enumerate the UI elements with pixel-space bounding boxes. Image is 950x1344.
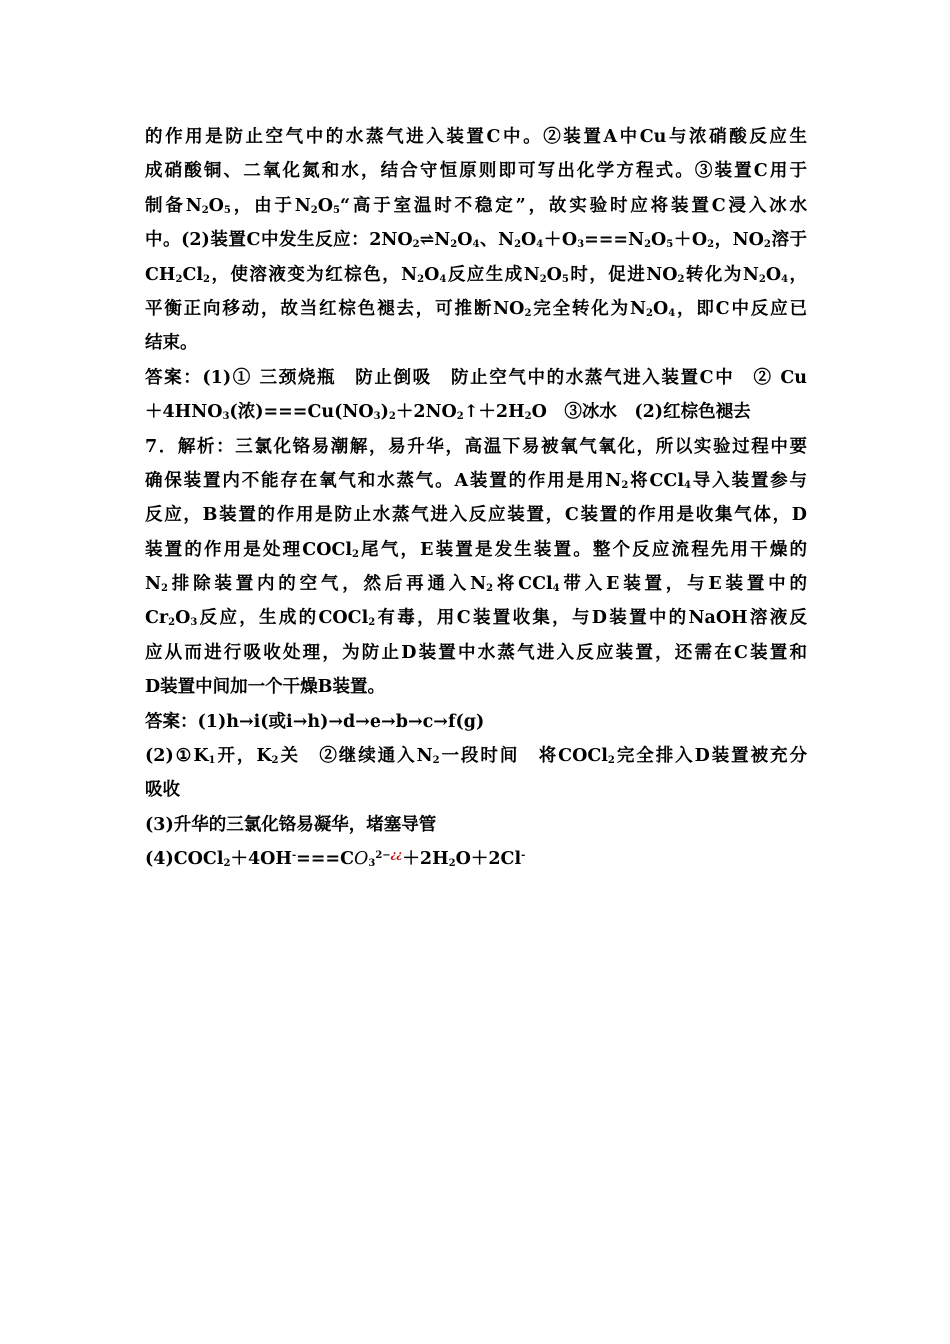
subscript: 2 bbox=[175, 273, 183, 285]
text-run: (4)COCl bbox=[145, 849, 224, 870]
subscript: 4 bbox=[552, 583, 560, 595]
text-run: 应从而进行吸收处理，为防止D装置中水蒸气进入反应装置，还需在C装置和 bbox=[145, 642, 807, 663]
subscript: 4 bbox=[439, 273, 447, 285]
subscript: 4 bbox=[683, 479, 691, 491]
text-line bbox=[145, 567, 807, 601]
text-line bbox=[145, 189, 807, 223]
subscript: 2 bbox=[417, 273, 425, 285]
text-run: N bbox=[145, 574, 161, 595]
subscript: 5 bbox=[333, 204, 340, 216]
subscript: 2 bbox=[758, 273, 766, 285]
text-run: 带入E装置，与E装置中的 bbox=[559, 574, 807, 595]
subscript: 2 bbox=[448, 858, 456, 870]
text-run: 答案：(1)h→i(或i→h)→d→e→b→c→f(g) bbox=[145, 711, 485, 732]
text-run: ＋2NO bbox=[395, 402, 457, 423]
subscript: 2 bbox=[763, 239, 771, 251]
text-line bbox=[145, 430, 807, 464]
text-run: 结束。 bbox=[145, 333, 198, 354]
text-run: 完全转化为N bbox=[531, 298, 646, 319]
text-run: ，由于N bbox=[230, 195, 311, 216]
subscript: 3 bbox=[222, 411, 230, 423]
subscript: 2 bbox=[450, 239, 458, 251]
text-run: O bbox=[546, 264, 562, 285]
text-run: ， bbox=[788, 264, 808, 285]
text-run: 一段时间 将COCl bbox=[439, 746, 608, 767]
text-run: O bbox=[457, 230, 473, 251]
subscript: 2 bbox=[539, 273, 547, 285]
text-run: ＋4HNO bbox=[145, 402, 223, 423]
text-line bbox=[145, 464, 807, 498]
text-line bbox=[145, 395, 807, 429]
subscript: 3 bbox=[373, 411, 381, 423]
superscript: ¿¿ bbox=[390, 850, 403, 862]
subscript: 4 bbox=[536, 239, 544, 251]
text-run: ＋O bbox=[673, 230, 708, 251]
text-run: 有毒，用C装置收集，与D装置中的NaOH溶液反 bbox=[375, 608, 808, 629]
text-run: D装置中间加一个干燥B装置。 bbox=[145, 677, 385, 698]
subscript: 2 bbox=[161, 583, 168, 595]
subscript: 2 bbox=[368, 617, 376, 629]
subscript: 2 bbox=[432, 755, 440, 767]
text-run: ↑＋2H bbox=[463, 402, 525, 423]
text-line bbox=[145, 636, 807, 670]
subscript: 5 bbox=[666, 239, 674, 251]
superscript: 2− bbox=[375, 850, 391, 862]
subscript: 2 bbox=[412, 239, 420, 251]
subscript: 4 bbox=[668, 307, 676, 319]
text-run: ＋2H bbox=[402, 849, 449, 870]
text-run: 装置的作用是处理COCl bbox=[145, 539, 353, 560]
text-run: ＋O bbox=[543, 230, 578, 251]
text-run: (3)升华的三氯化铬易凝华，堵塞导管 bbox=[145, 814, 437, 835]
text-line bbox=[145, 842, 807, 876]
text-run: Cl bbox=[182, 264, 204, 285]
subscript: 2 bbox=[645, 307, 653, 319]
text-run: 的作用是防止空气中的水蒸气进入装置C中。②装置A中Cu与浓硝酸反应生 bbox=[145, 127, 807, 147]
text-line bbox=[145, 705, 807, 739]
text-run: ，NO bbox=[714, 230, 764, 251]
text-run: ) bbox=[380, 402, 389, 423]
subscript: 2 bbox=[388, 411, 396, 423]
subscript: 2 bbox=[607, 755, 615, 767]
text-run: 排除装置内的空气，然后再通入N bbox=[167, 574, 487, 595]
subscript: 2 bbox=[514, 239, 522, 251]
text-run: O bbox=[765, 264, 782, 285]
text-line bbox=[145, 120, 807, 154]
text-line bbox=[145, 223, 807, 257]
text-run: 导入装置参与 bbox=[690, 470, 808, 491]
text-run: 完全排入D装置被充分 bbox=[614, 746, 807, 767]
text-line bbox=[145, 258, 807, 292]
text-run: 中。(2)装置C中发生反应：2NO bbox=[145, 230, 413, 251]
text-run: O bbox=[652, 298, 669, 319]
text-run: 将CCl bbox=[628, 470, 684, 491]
subscript: 2 bbox=[677, 273, 685, 285]
text-run: 答案：(1)① 三颈烧瓶 防止倒吸 防止空气中的水蒸气进入装置C中 ② Cu bbox=[145, 367, 807, 388]
subscript: 3 bbox=[368, 858, 376, 870]
text-run: 关 ②继续通入N bbox=[278, 746, 433, 767]
subscript: 3 bbox=[190, 617, 198, 629]
text-run: CH bbox=[145, 264, 176, 285]
text-run: O＋2Cl bbox=[455, 849, 522, 870]
text-run: Cr bbox=[145, 608, 169, 629]
text-line bbox=[145, 533, 807, 567]
document-body bbox=[145, 120, 807, 877]
subscript: 2 bbox=[168, 617, 176, 629]
text-run: O bbox=[208, 195, 224, 216]
text-run: 7．解析：三氯化铬易潮解，易升华，高温下易被氧气氧化，所以实验过程中要 bbox=[145, 436, 807, 457]
subscript: 4 bbox=[472, 239, 480, 251]
text-run: 确保装置内不能存在氧气和水蒸气。A装置的作用是用N bbox=[145, 470, 622, 491]
text-run: 溶于 bbox=[770, 230, 807, 251]
text-run: 反应，B装置的作用是防止水蒸气进入反应装置，C装置的作用是收集气体，D bbox=[145, 505, 807, 526]
text-run: 反应生成N bbox=[446, 264, 540, 285]
subscript: 2 bbox=[456, 411, 464, 423]
text-run: (2)①K bbox=[145, 746, 209, 767]
text-run: ===N bbox=[584, 230, 645, 251]
text-line bbox=[145, 739, 807, 773]
subscript: 2 bbox=[271, 755, 279, 767]
text-run: 将CCl bbox=[493, 574, 553, 595]
subscript: 2 bbox=[352, 548, 359, 560]
text-run: 制备N bbox=[145, 195, 202, 216]
subscript: 5 bbox=[561, 273, 569, 285]
text-run: ，即C中反应已 bbox=[675, 298, 807, 319]
text-run: O bbox=[424, 264, 440, 285]
subscript: 2 bbox=[223, 858, 231, 870]
text-run: 尾气，E装置是发生装置。整个反应流程先用干燥的 bbox=[359, 539, 808, 560]
subscript: 2 bbox=[524, 411, 532, 423]
subscript: 2 bbox=[524, 307, 532, 319]
text-run: O bbox=[354, 849, 369, 870]
text-run: 成硝酸铜、二氧化氮和水，结合守恒原则即可写出化学方程式。③装置C用于 bbox=[145, 161, 807, 182]
superscript: - bbox=[291, 850, 297, 862]
subscript: 2 bbox=[644, 239, 652, 251]
subscript: 2 bbox=[201, 204, 209, 216]
text-run: ＋4OH bbox=[230, 849, 292, 870]
text-run: O bbox=[317, 195, 333, 216]
text-line bbox=[145, 154, 807, 188]
text-run: “高于室温时不稳定”，故实验时应将装置C浸入冰水 bbox=[339, 195, 808, 216]
text-line bbox=[145, 601, 807, 635]
text-run: 开，K bbox=[215, 746, 272, 767]
text-run: 平衡正向移动，故当红棕色褪去，可推断NO bbox=[145, 298, 525, 319]
text-run: ===C bbox=[296, 849, 355, 870]
text-line bbox=[145, 361, 807, 395]
text-run: ，使溶液变为红棕色，N bbox=[209, 264, 418, 285]
text-run: O ③冰水 (2)红棕色褪去 bbox=[531, 402, 751, 423]
text-line bbox=[145, 326, 807, 360]
subscript: 2 bbox=[486, 583, 494, 595]
subscript: 1 bbox=[208, 755, 216, 767]
text-line bbox=[145, 808, 807, 842]
text-line bbox=[145, 773, 807, 807]
text-run: 反应，生成的COCl bbox=[197, 608, 369, 629]
text-line bbox=[145, 292, 807, 326]
text-run: O bbox=[521, 230, 537, 251]
text-run: 转化为N bbox=[684, 264, 759, 285]
text-run: 时，促进NO bbox=[568, 264, 678, 285]
subscript: 3 bbox=[577, 239, 585, 251]
text-run: O bbox=[175, 608, 191, 629]
text-run: 、N bbox=[479, 230, 515, 251]
subscript: 5 bbox=[223, 204, 231, 216]
text-line bbox=[145, 670, 807, 704]
text-run: O bbox=[651, 230, 667, 251]
superscript: - bbox=[521, 850, 526, 862]
text-run: ⇌N bbox=[419, 230, 451, 251]
subscript: 2 bbox=[707, 239, 715, 251]
text-line bbox=[145, 498, 807, 532]
text-run: (浓)===Cu(NO bbox=[229, 402, 374, 423]
subscript: 2 bbox=[310, 204, 318, 216]
subscript: 2 bbox=[203, 273, 210, 285]
subscript: 4 bbox=[781, 273, 789, 285]
subscript: 2 bbox=[621, 479, 629, 491]
text-run: 吸收 bbox=[145, 780, 180, 801]
